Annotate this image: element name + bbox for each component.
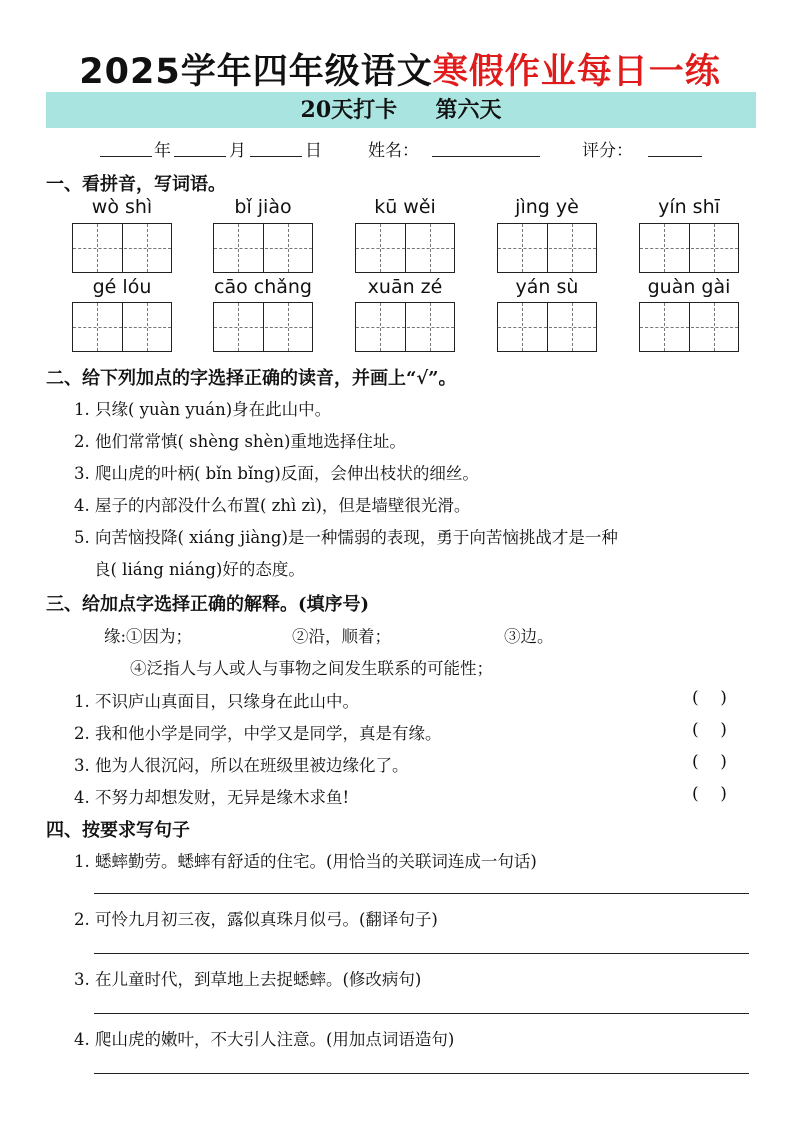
section2-heading: 二、给下列加点的字选择正确的读音，并画上“√”。: [46, 368, 457, 389]
section3-heading: 三、给加点字选择正确的解释。(填序号): [46, 594, 370, 615]
writing-box[interactable]: [213, 223, 313, 273]
name-blank[interactable]: [432, 156, 540, 157]
pinyin-label: xuān zé: [367, 276, 443, 298]
day-blank[interactable]: [250, 156, 302, 157]
pinyin-label: gé lóu: [92, 276, 152, 298]
year-label: 年: [154, 141, 171, 161]
month-blank[interactable]: [174, 156, 226, 157]
answer-line[interactable]: [94, 1013, 749, 1014]
definition-3: ③边。: [504, 627, 554, 646]
pronunciation-item: 5. 向苦恼投降( xiáng jiàng)是一种懦弱的表现，勇于向苦恼挑战才是一种: [74, 528, 618, 547]
day-banner: [46, 92, 756, 128]
pinyin-label: yán sù: [515, 276, 579, 298]
year-blank[interactable]: [100, 156, 152, 157]
section1-heading: 一、看拼音，写词语。: [46, 174, 226, 195]
pronunciation-item: 1. 只缘( yuàn yuán)身在此山中。: [74, 400, 332, 419]
sentence-task: 1. 蟋蟀勤劳。蟋蟀有舒适的住宅。(用恰当的关联词连成一句话): [74, 852, 537, 871]
definition-2: ②沿，顺着；: [292, 627, 391, 646]
info-row: [0, 132, 800, 162]
meaning-item: 3. 他为人很沉闷，所以在班级里被边缘化了。: [74, 756, 409, 775]
pinyin-label: kū wěi: [374, 196, 436, 218]
title-main: 2025学年四年级语文: [79, 52, 433, 92]
pinyin-label: bǐ jiào: [234, 196, 292, 218]
pronunciation-item: 2. 他们常常慎( shèng shèn)重地选择住址。: [74, 432, 406, 451]
pinyin-label: jìng yè: [515, 196, 579, 218]
writing-box[interactable]: [497, 302, 597, 352]
day-label: 日: [305, 141, 322, 161]
pinyin-label: wò shì: [91, 196, 153, 218]
meaning-item: 4. 不努力却想发财，无异是缘木求鱼!: [74, 788, 350, 807]
answer-line[interactable]: [94, 953, 749, 954]
pronunciation-item: 4. 屋子的内部没什么布置( zhì zì)，但是墙壁很光滑。: [74, 496, 471, 515]
answer-paren[interactable]: ( ): [692, 720, 727, 740]
pinyin-label: guàn gài: [647, 276, 731, 298]
title-highlight: 寒假作业每日一练: [432, 52, 721, 92]
sentence-task: 4. 爬山虎的嫩叶，不大引人注意。(用加点词语造句): [74, 1030, 455, 1049]
sentence-task: 3. 在儿童时代，到草地上去捉蟋蟀。(修改病句): [74, 970, 422, 989]
answer-paren[interactable]: ( ): [692, 688, 727, 708]
definition-1: 缘:①因为；: [104, 627, 193, 646]
definition-4: ④泛指人与人或人与事物之间发生联系的可能性；: [130, 659, 493, 678]
answer-paren[interactable]: ( ): [692, 784, 727, 804]
writing-box[interactable]: [72, 223, 172, 273]
writing-box[interactable]: [355, 302, 455, 352]
score-label: 评分：: [582, 141, 633, 161]
meaning-item: 2. 我和他小学是同学，中学又是同学，真是有缘。: [74, 724, 442, 743]
meaning-item: 1. 不识庐山真面目，只缘身在此山中。: [74, 692, 359, 711]
writing-box[interactable]: [72, 302, 172, 352]
score-blank[interactable]: [648, 156, 702, 157]
writing-box[interactable]: [639, 223, 739, 273]
writing-box[interactable]: [213, 302, 313, 352]
answer-line[interactable]: [94, 1073, 749, 1074]
banner-text: 20天打卡 第六天: [300, 97, 502, 123]
pinyin-label: yín shī: [658, 196, 720, 218]
worksheet-title: [0, 44, 800, 94]
month-label: 月: [229, 141, 246, 161]
answer-line[interactable]: [94, 893, 749, 894]
writing-box[interactable]: [639, 302, 739, 352]
answer-paren[interactable]: ( ): [692, 752, 727, 772]
writing-box[interactable]: [497, 223, 597, 273]
writing-box[interactable]: [355, 223, 455, 273]
section4-heading: 四、按要求写句子: [46, 820, 190, 841]
pinyin-label: cāo chǎng: [214, 276, 312, 298]
pronunciation-item-continued: 良( liáng niáng)好的态度。: [94, 560, 305, 579]
sentence-task: 2. 可怜九月初三夜，露似真珠月似弓。(翻译句子): [74, 910, 438, 929]
pronunciation-item: 3. 爬山虎的叶柄( bǐn bǐng)反面，会伸出枝状的细丝。: [74, 464, 479, 483]
name-label: 姓名：: [368, 141, 419, 161]
